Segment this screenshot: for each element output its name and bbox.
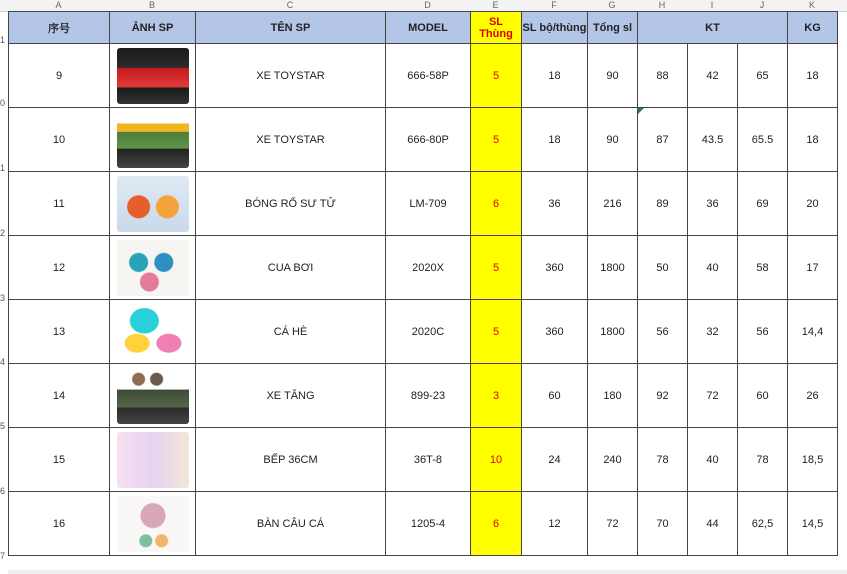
row-number[interactable]: 1 bbox=[0, 35, 6, 45]
row-number[interactable]: 6 bbox=[0, 486, 6, 496]
cell-kt-length[interactable]: 50 bbox=[638, 236, 688, 300]
row-number[interactable]: 3 bbox=[0, 293, 6, 303]
cell-sl-thung[interactable]: 6 bbox=[471, 492, 522, 556]
cell-sl-thung[interactable]: 3 bbox=[471, 364, 522, 428]
cell-tong-sl[interactable]: 90 bbox=[588, 44, 638, 108]
cell-sl-thung[interactable]: 5 bbox=[471, 236, 522, 300]
header-stt[interactable]: 序号 bbox=[9, 12, 110, 44]
table-row bbox=[9, 172, 838, 236]
cell-kg[interactable]: 18,5 bbox=[788, 428, 838, 492]
product-image bbox=[117, 112, 189, 168]
cell-kt-length[interactable]: 70 bbox=[638, 492, 688, 556]
cell-kt-length[interactable]: 56 bbox=[638, 300, 688, 364]
cell-sl-thung[interactable]: 5 bbox=[471, 300, 522, 364]
cell-sl-thung[interactable]: 10 bbox=[471, 428, 522, 492]
cell-kt-length[interactable]: 89 bbox=[638, 172, 688, 236]
header-kg[interactable]: KG bbox=[788, 12, 838, 44]
table-row bbox=[9, 492, 838, 556]
product-image bbox=[117, 496, 189, 552]
product-image bbox=[117, 176, 189, 232]
header-row bbox=[9, 12, 838, 44]
cell-image[interactable] bbox=[110, 172, 196, 236]
cell-name[interactable]: BẾP 36CM bbox=[196, 428, 386, 492]
cell-model[interactable]: 2020X bbox=[386, 236, 471, 300]
cell-image[interactable] bbox=[110, 364, 196, 428]
cell-sl-thung[interactable]: 6 bbox=[471, 172, 522, 236]
cell-kt-height[interactable]: 69 bbox=[738, 172, 788, 236]
cell-model[interactable]: 666-58P bbox=[386, 44, 471, 108]
header-sl-bo-thung[interactable]: SL bộ/thùng bbox=[522, 12, 588, 44]
cell-image[interactable] bbox=[110, 108, 196, 172]
header-model[interactable]: MODEL bbox=[386, 12, 471, 44]
cell-tong-sl[interactable]: 216 bbox=[588, 172, 638, 236]
cell-model[interactable]: 1205-4 bbox=[386, 492, 471, 556]
cell-kt-width[interactable]: 72 bbox=[688, 364, 738, 428]
cell-kt-height[interactable]: 62,5 bbox=[738, 492, 788, 556]
cell-sl-thung[interactable]: 5 bbox=[471, 44, 522, 108]
header-sl-thung[interactable]: SL Thùng bbox=[471, 12, 522, 44]
column-letter-h[interactable]: H bbox=[658, 0, 666, 10]
cell-kg[interactable]: 14,4 bbox=[788, 300, 838, 364]
cell-kt-height[interactable]: 58 bbox=[738, 236, 788, 300]
column-letter-j[interactable]: J bbox=[759, 0, 765, 10]
cell-image[interactable] bbox=[110, 44, 196, 108]
cell-name[interactable]: BÓNG RỔ SƯ TỬ bbox=[196, 172, 386, 236]
cell-kt-length[interactable]: 78 bbox=[638, 428, 688, 492]
cell-kg[interactable]: 18 bbox=[788, 44, 838, 108]
cell-model[interactable]: 36T-8 bbox=[386, 428, 471, 492]
cell-stt[interactable]: 14 bbox=[9, 364, 110, 428]
column-letter-a[interactable]: A bbox=[55, 0, 62, 10]
cell-stt[interactable]: 11 bbox=[9, 172, 110, 236]
column-letter-k[interactable]: K bbox=[808, 0, 815, 10]
cell-kt-height[interactable]: 78 bbox=[738, 428, 788, 492]
cell-tong-sl[interactable]: 72 bbox=[588, 492, 638, 556]
row-number[interactable]: 2 bbox=[0, 228, 6, 238]
comment-marker bbox=[638, 108, 644, 114]
table-row bbox=[9, 428, 838, 492]
product-image bbox=[117, 48, 189, 104]
cell-image[interactable] bbox=[110, 300, 196, 364]
next-row-edge bbox=[8, 570, 847, 574]
row-number[interactable]: 5 bbox=[0, 421, 6, 431]
cell-kt-height[interactable]: 65.5 bbox=[738, 108, 788, 172]
cell-name[interactable]: XE TĂNG bbox=[196, 364, 386, 428]
cell-kg[interactable]: 14,5 bbox=[788, 492, 838, 556]
table-row bbox=[9, 108, 838, 172]
cell-kt-height[interactable]: 65 bbox=[738, 44, 788, 108]
cell-value: 87 bbox=[656, 133, 669, 146]
cell-tong-sl[interactable]: 1800 bbox=[588, 236, 638, 300]
cell-kt-width[interactable]: 32 bbox=[688, 300, 738, 364]
column-letter-g[interactable]: G bbox=[608, 0, 616, 10]
product-image bbox=[117, 304, 189, 360]
cell-image[interactable] bbox=[110, 428, 196, 492]
column-letter-i[interactable]: I bbox=[710, 0, 714, 10]
table-row bbox=[9, 44, 838, 108]
cell-stt[interactable]: 10 bbox=[9, 108, 110, 172]
cell-kt-width[interactable]: 36 bbox=[688, 172, 738, 236]
cell-image[interactable] bbox=[110, 236, 196, 300]
cell-sl-bo-thung[interactable]: 60 bbox=[522, 364, 588, 428]
header-kt[interactable]: KT bbox=[638, 12, 788, 44]
column-letter-d[interactable]: D bbox=[424, 0, 431, 10]
cell-kt-length[interactable]: 92 bbox=[638, 364, 688, 428]
cell-kg[interactable]: 20 bbox=[788, 172, 838, 236]
column-letter-f[interactable]: F bbox=[551, 0, 557, 10]
cell-tong-sl[interactable]: 90 bbox=[588, 108, 638, 172]
cell-kt-length[interactable]: 88 bbox=[638, 44, 688, 108]
row-number[interactable]: 4 bbox=[0, 357, 6, 367]
cell-stt[interactable]: 12 bbox=[9, 236, 110, 300]
cell-kt-width[interactable]: 40 bbox=[688, 236, 738, 300]
cell-kt-width[interactable]: 44 bbox=[688, 492, 738, 556]
cell-kt-length[interactable] bbox=[638, 108, 688, 172]
table-row bbox=[9, 364, 838, 428]
product-image bbox=[117, 240, 189, 296]
cell-model[interactable]: 666-80P bbox=[386, 108, 471, 172]
table-row bbox=[9, 300, 838, 364]
cell-stt[interactable]: 13 bbox=[9, 300, 110, 364]
header-tong-sl[interactable]: Tổng sl bbox=[588, 12, 638, 44]
cell-stt[interactable]: 15 bbox=[9, 428, 110, 492]
cell-model[interactable]: 2020C bbox=[386, 300, 471, 364]
cell-sl-bo-thung[interactable]: 18 bbox=[522, 44, 588, 108]
cell-stt[interactable]: 9 bbox=[9, 44, 110, 108]
cell-kt-height[interactable]: 56 bbox=[738, 300, 788, 364]
cell-sl-thung[interactable]: 5 bbox=[471, 108, 522, 172]
row-number[interactable]: 1 bbox=[0, 163, 6, 173]
cell-kt-width[interactable]: 40 bbox=[688, 428, 738, 492]
cell-name[interactable]: CUA BƠI bbox=[196, 236, 386, 300]
cell-tong-sl[interactable]: 240 bbox=[588, 428, 638, 492]
row-number[interactable]: 0 bbox=[0, 98, 6, 108]
cell-sl-bo-thung[interactable]: 36 bbox=[522, 172, 588, 236]
cell-sl-bo-thung[interactable]: 360 bbox=[522, 236, 588, 300]
cell-name[interactable]: CÁ HÈ bbox=[196, 300, 386, 364]
cell-image[interactable] bbox=[110, 492, 196, 556]
cell-kt-height[interactable]: 60 bbox=[738, 364, 788, 428]
product-image bbox=[117, 432, 189, 488]
column-letter-c[interactable]: C bbox=[286, 0, 294, 10]
cell-kg[interactable]: 18 bbox=[788, 108, 838, 172]
cell-model[interactable]: 899-23 bbox=[386, 364, 471, 428]
cell-name[interactable]: XE TOYSTAR bbox=[196, 108, 386, 172]
cell-kt-width[interactable]: 43.5 bbox=[688, 108, 738, 172]
cell-name[interactable]: BÀN CÂU CÁ bbox=[196, 492, 386, 556]
product-table bbox=[8, 11, 838, 556]
cell-stt[interactable]: 16 bbox=[9, 492, 110, 556]
cell-tong-sl[interactable]: 180 bbox=[588, 364, 638, 428]
cell-kt-width[interactable]: 42 bbox=[688, 44, 738, 108]
table-row bbox=[9, 236, 838, 300]
cell-kg[interactable]: 26 bbox=[788, 364, 838, 428]
cell-sl-bo-thung[interactable]: 18 bbox=[522, 108, 588, 172]
column-letter-e[interactable]: E bbox=[492, 0, 499, 10]
cell-model[interactable]: LM-709 bbox=[386, 172, 471, 236]
cell-kg[interactable]: 17 bbox=[788, 236, 838, 300]
cell-sl-bo-thung[interactable]: 12 bbox=[522, 492, 588, 556]
header-name[interactable]: TÊN SP bbox=[196, 12, 386, 44]
row-number[interactable]: 7 bbox=[0, 551, 6, 561]
cell-sl-bo-thung[interactable]: 360 bbox=[522, 300, 588, 364]
header-image[interactable]: ẢNH SP bbox=[110, 12, 196, 44]
product-image bbox=[117, 368, 189, 424]
column-letter-b[interactable]: B bbox=[148, 0, 155, 10]
cell-name[interactable]: XE TOYSTAR bbox=[196, 44, 386, 108]
cell-sl-bo-thung[interactable]: 24 bbox=[522, 428, 588, 492]
cell-tong-sl[interactable]: 1800 bbox=[588, 300, 638, 364]
